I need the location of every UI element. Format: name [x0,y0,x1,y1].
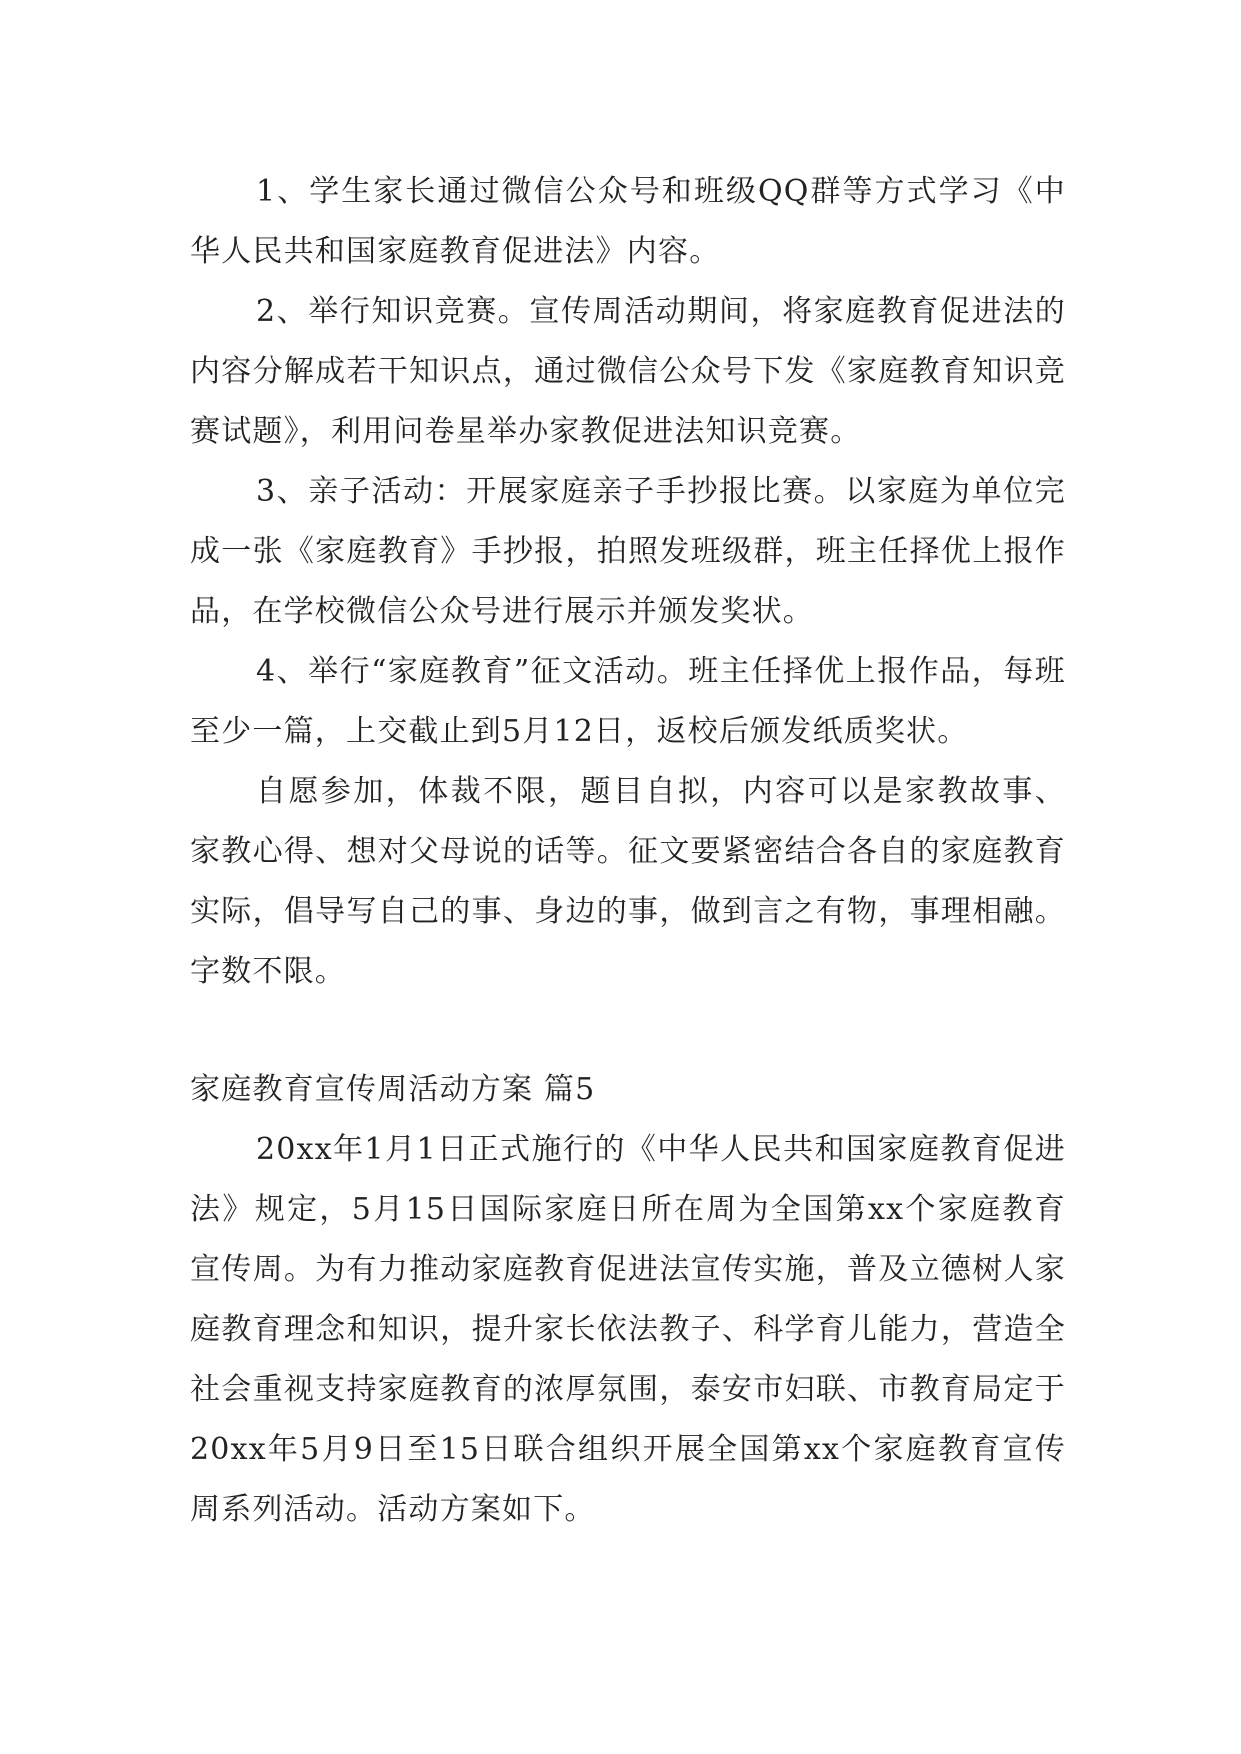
paragraph-item-3: 3、亲子活动：开展家庭亲子手抄报比赛。以家庭为单位完成一张《家庭教育》手抄报，拍照发班级群，班主任择优上报作品，在学校微信公众号进行展示并颁发奖状。 [190,474,1066,629]
section-intro-paragraph: 20xx年1月1日正式施行的《中华人民共和国家庭教育促进法》规定，5月15日国际家庭日所在周为全国第xx个家庭教育宣传周。为有力推动家庭教育促进法宣传实施，普及立德树人家庭教育理念和知识，提升家长依法教子、科学育儿能力，营造全社会重视支持家庭教育的浓厚氛围，泰安市妇联、市教育局定于20xx年5月9日至15日联合组织开展全国第xx个家庭教育宣传周系列活动。活动方案如下。 [190,1132,1066,1527]
document-body [190,162,1066,1540]
section-heading: 家庭教育宣传周活动方案 篇5 [190,1072,596,1107]
paragraph-item-4: 4、举行“家庭教育”征文活动。班主任择优上报作品，每班至少一篇，上交截止到5月12日，返校后颁发纸质奖状。 [190,654,1066,749]
paragraph-item-1: 1、学生家长通过微信公众号和班级QQ群等方式学习《中华人民共和国家庭教育促进法》内容。 [190,174,1066,269]
paragraph-essay-details: 自愿参加，体裁不限，题目自拟，内容可以是家教故事、家教心得、想对父母说的话等。征文要紧密结合各自的家庭教育实际，倡导写自己的事、身边的事，做到言之有物，事理相融。字数不限。 [190,774,1066,989]
paragraph-item-2: 2、举行知识竞赛。宣传周活动期间，将家庭教育促进法的内容分解成若干知识点，通过微信公众号下发《家庭教育知识竞赛试题》，利用问卷星举办家教促进法知识竞赛。 [190,294,1066,449]
